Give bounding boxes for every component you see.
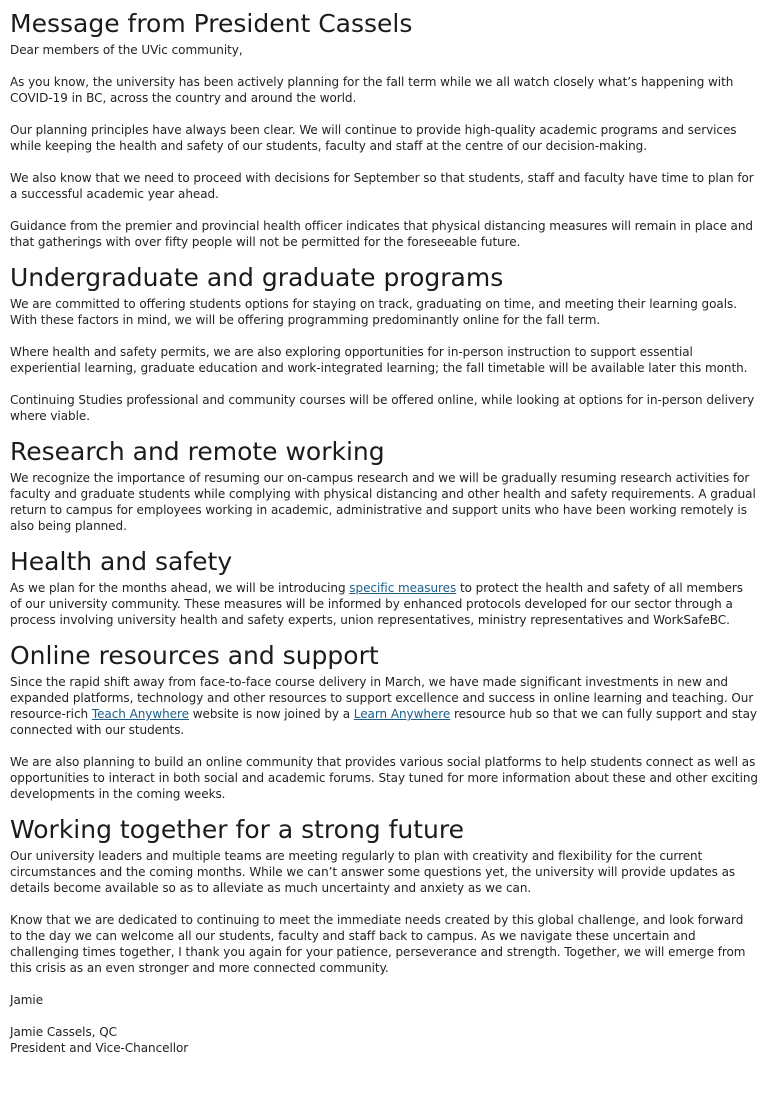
signature-full-name: Jamie Cassels, QC: [10, 1025, 117, 1039]
research-heading: Research and remote working: [10, 437, 385, 466]
signature-first-name: Jamie: [10, 993, 44, 1007]
research-paragraph-1: We recognize the importance of resuming our on-campus research and we will be gradually resuming research activities for faculty and graduate students while complying with physical distancing and other health and safety requirements. A gradual return to campus for employees working in academic, administrative and support units who have been working remotely is also being planned.: [10, 471, 756, 533]
programs-paragraph-2: Where health and safety permits, we are also exploring opportunities for in-person instruction to support essential experiential learning, graduate education and work-integrated learning; the fall timetable will be available later this month.: [10, 345, 748, 375]
signature-block: [10, 992, 758, 1056]
future-heading: Working together for a strong future: [10, 815, 465, 844]
future-paragraph-2: Know that we are dedicated to continuing to meet the immediate needs created by this global challenge, and look forward to the day we can welcome all our students, faculty and staff back to campus. As we navigate these uncertain and challenging times together, I thank you again for your patience, perseverance and strength. Together, we will emerge from this crisis as an even stronger and more connected community.: [10, 913, 746, 975]
greeting: Dear members of the UVic community,: [10, 43, 243, 57]
health-text-after-link: to protect the health and safety of all members of our university community. These measures will be informed by enhanced protocols developed for our sector through a process involving university health and safety experts, union representatives, ministry representatives and WorkSafeBC.: [10, 581, 744, 627]
intro-paragraph-1: As you know, the university has been actively planning for the fall term while we all watch closely what’s happening with COVID-19 in BC, across the country and around the world.: [10, 75, 734, 105]
online-paragraph-1: [10, 674, 758, 738]
signature-role: President and Vice-Chancellor: [10, 1041, 189, 1055]
online-text-part-2: website is now joined by a: [188, 707, 354, 721]
programs-heading: Undergraduate and graduate programs: [10, 263, 504, 292]
health-paragraph-1: [10, 580, 758, 628]
online-heading: Online resources and support: [10, 641, 379, 670]
future-paragraph-1: Our university leaders and multiple teams are meeting regularly to plan with creativity and flexibility for the current circumstances and the coming months. While we can’t answer some questions yet, the university will provide updates as details become available so as to alleviate as much uncertainty and anxiety as we can.: [10, 849, 736, 895]
online-paragraph-2: We are also planning to build an online community that provides various social platforms to help students connect as well as opportunities to interact in both social and academic forums. Stay tuned for more information about these and other exciting developments in the coming weeks.: [10, 755, 758, 801]
specific-measures-link[interactable]: specific measures: [349, 581, 457, 595]
intro-paragraph-2: Our planning principles have always been clear. We will continue to provide high-quality academic programs and services while keeping the health and safety of our students, faculty and staff at the centre of our decision-making.: [10, 123, 737, 153]
online-text-part-3: resource hub so that we can fully support and stay connected with our students.: [10, 707, 757, 737]
health-heading: Health and safety: [10, 547, 233, 576]
programs-paragraph-3: Continuing Studies professional and community courses will be offered online, while looking at options for in-person delivery where viable.: [10, 393, 755, 423]
online-text-part-1: Since the rapid shift away from face-to-face course delivery in March, we have made significant investments in new and expanded platforms, technology and other resources to support excellence and success in online learning and teaching. Our resource-rich: [10, 675, 754, 721]
learn-anywhere-link[interactable]: Learn Anywhere: [353, 707, 451, 721]
health-text-before-link: As we plan for the months ahead, we will be introducing: [10, 581, 350, 595]
intro-paragraph-3: We also know that we need to proceed with decisions for September so that students, staff and faculty have time to plan for a successful academic year ahead.: [10, 171, 754, 201]
page-title: Message from President Cassels: [10, 9, 413, 38]
intro-paragraph-4: Guidance from the premier and provincial health officer indicates that physical distancing measures will remain in place and that gatherings with over fifty people will not be permitted for the foreseeable future.: [10, 219, 753, 249]
programs-paragraph-1: We are committed to offering students options for staying on track, graduating on time, and meeting their learning goals. With these factors in mind, we will be offering programming predominantly online for the fall term.: [10, 297, 737, 327]
teach-anywhere-link[interactable]: Teach Anywhere: [91, 707, 189, 721]
